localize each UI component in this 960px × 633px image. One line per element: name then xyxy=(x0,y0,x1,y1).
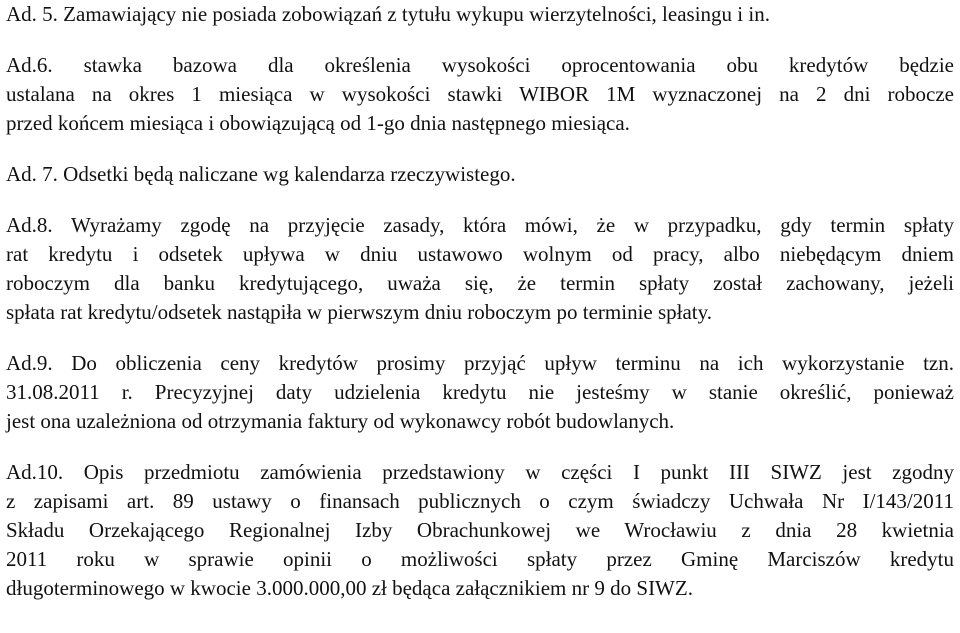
text-line: 31.08.2011 r. Precyzyjnej daty udzielenia kredytu nie jesteśmy w stanie określić, ponieważ xyxy=(6,380,954,404)
text-line: Ad.9. Do obliczenia ceny kredytów prosimy przyjąć upływ terminu na ich wykorzystanie tzn. xyxy=(6,351,954,375)
text-line: roboczym dla banku kredytującego, uważa się, że termin spłaty został zachowany, jeżeli xyxy=(6,271,954,295)
paragraph-ad9 xyxy=(6,349,954,436)
text-line: Ad.6. stawka bazowa dla określenia wysokości oprocentowania obu kredytów będzie xyxy=(6,53,954,77)
text-line: ustalana na okres 1 miesiąca w wysokości stawki WIBOR 1M wyznaczonej na 2 dni robocze xyxy=(6,82,954,106)
paragraph-ad7 xyxy=(6,160,954,189)
paragraph-ad5 xyxy=(6,0,954,29)
text-line: jest ona uzależniona od otrzymania faktury od wykonawcy robót budowlanych. xyxy=(6,409,675,433)
text-line: Ad. 7. Odsetki będą naliczane wg kalendarza rzeczywistego. xyxy=(6,162,516,186)
document-page xyxy=(6,0,954,603)
paragraph-ad10 xyxy=(6,458,954,603)
text-line: 2011 roku w sprawie opinii o możliwości spłaty przez Gminę Marciszów kredytu xyxy=(6,547,954,571)
text-line: spłata rat kredytu/odsetek nastąpiła w pierwszym dniu roboczym po terminie spłaty. xyxy=(6,300,713,324)
text-line: przed końcem miesiąca i obowiązującą od 1-go dnia następnego miesiąca. xyxy=(6,111,630,135)
paragraph-ad6 xyxy=(6,51,954,138)
text-line: z zapisami art. 89 ustawy o finansach publicznych o czym świadczy Uchwała Nr I/143/2011 xyxy=(6,489,954,513)
text-line: rat kredytu i odsetek upływa w dniu ustawowo wolnym od pracy, albo niebędącym dniem xyxy=(6,242,954,266)
text-line: Składu Orzekającego Regionalnej Izby Obrachunkowej we Wrocławiu z dnia 28 kwietnia xyxy=(6,518,954,542)
text-line: Ad. 5. Zamawiający nie posiada zobowiązań z tytułu wykupu wierzytelności, leasingu i in. xyxy=(6,2,770,26)
text-line: Ad.8. Wyrażamy zgodę na przyjęcie zasady, która mówi, że w przypadku, gdy termin spłaty xyxy=(6,213,954,237)
text-line: długoterminowego w kwocie 3.000.000,00 zł będąca załącznikiem nr 9 do SIWZ. xyxy=(6,576,693,600)
paragraph-ad8 xyxy=(6,211,954,327)
text-line: Ad.10. Opis przedmiotu zamówienia przedstawiony w części I punkt III SIWZ jest zgodny xyxy=(6,460,954,484)
